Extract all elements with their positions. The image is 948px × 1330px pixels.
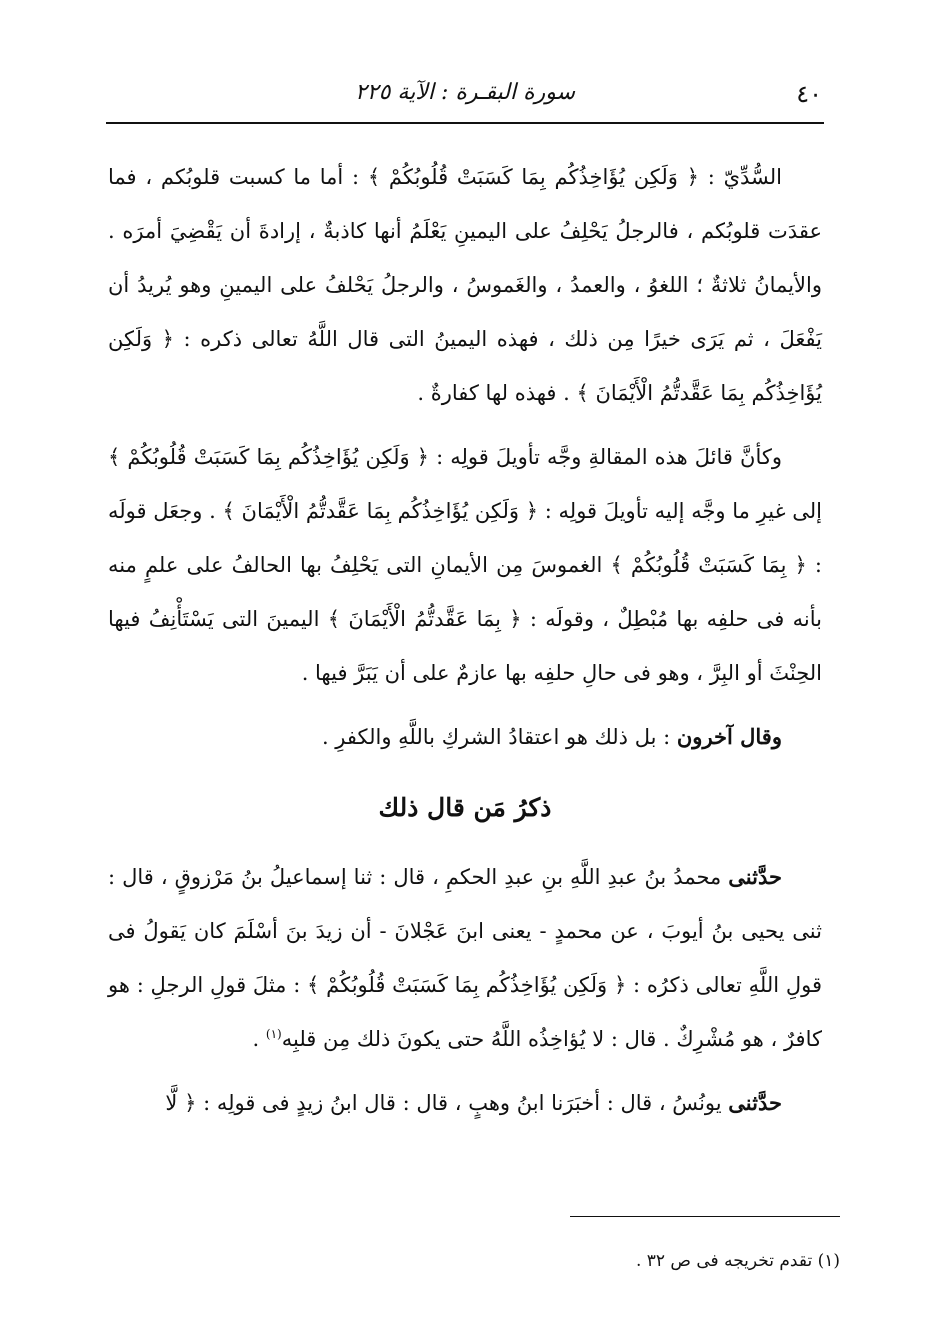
quran-quote: ﴿ وَلَكِن يُؤَاخِذُكُم بِمَا عَقَّدتُّمُ الْأَيْمَانَ ﴾ [108, 327, 822, 405]
narration-2 [108, 1076, 822, 1130]
section-heading: ذكرُ مَن قال ذلك [378, 793, 552, 822]
quran-quote: ﴿ وَلَكِن يُؤَاخِذُكُم بِمَا كَسَبَتْ قُلُوبُكُمْ ﴾ [108, 445, 429, 469]
text-run: السُّدِّيّ : [698, 165, 783, 189]
text-run: اليمينَ التى يَسْتَأْنِفُ فيها الحِنْثَ أو البِرَّ ، وهو فى حالِ حلفِه بها عازمٌ على أن يَبَرَّ فيها . [108, 607, 822, 685]
narration-1 [108, 850, 822, 1066]
header-rule [106, 122, 824, 124]
text-run: وكأنَّ قائلَ هذه المقالةِ وجَّه تأويلَ قولِه : [429, 445, 782, 469]
text-run: . فهذه لها كفارةٌ . [417, 381, 577, 405]
text-run: يونُسُ ، قال : أخبَرَنا ابنُ وهبٍ ، قال : قال ابنُ زيدٍ فى قولِه : [196, 1091, 729, 1115]
quran-quote: ﴿ وَلَكِن يُؤَاخِذُكُم بِمَا كَسَبَتْ قُلُوبُكُمْ ﴾ [367, 165, 699, 189]
text-run: الغموسَ مِن الأيمانِ التى يَحْلِفُ بها الحالفُ على علمٍ منه بأنه فى حلفِه بها مُبْطِلٌ ، وقولَه : [108, 553, 822, 631]
text-run: إلى غيرِ ما وجَّه إليه تأويلَ قولِه : [538, 499, 823, 523]
page-number: ٤٠ [796, 80, 822, 108]
quran-quote: ﴿ وَلَكِن يُؤَاخِذُكُم بِمَا عَقَّدتُّمُ الْأَيْمَانَ ﴾ [222, 499, 539, 523]
page-header [108, 80, 822, 120]
page-body [108, 150, 822, 1130]
footnote-reference[interactable]: (١) [265, 1027, 282, 1041]
narration-label: حدَّثنى [728, 864, 782, 889]
text-run: : أما ما كسبت قلوبُكم ، فما عقدَت قلوبُكم ، فالرجلُ يَحْلِفُ على اليمينِ يَعْلَمُ أنها كاذبةٌ ، إرادةَ أن يَقْضِيَ أمرَه . والأيمانُ ثلاثةٌ ؛ اللغوُ ، والعمدُ ، والغَموسُ ، والرجلُ يَحْلفُ على اليمينِ وهو يُريدُ أن يَفْعَلَ ، ثم يَرَى خيرًا مِن ذلك ، فهذه اليمينُ التى قال اللَّهُ تعالى ذكره : [108, 165, 822, 351]
text-run: محمدُ بنُ عبدِ اللَّهِ بنِ عبدِ الحكمِ ، قال : ثنا إسماعيلُ بنُ مَرْزوقٍ ، قال : ثنى يحيى بنُ أيوبَ ، عن محمدٍ - يعنى ابنَ عَجْلانَ - أن زيدَ بنَ أسْلَمَ كان يَقولُ فى قولِ اللَّهِ تعالى ذكرُه : [108, 865, 822, 997]
others-label: وقال آخرون [676, 724, 782, 749]
paragraph-2 [108, 430, 822, 700]
text-run: : مثلَ قولِ الرجلِ : هو كافرٌ ، هو مُشْرِكٌ . قال : لا يُؤاخِذُه اللَّهُ حتى يكونَ ذلك مِن قلبِه [108, 973, 822, 1051]
quran-quote: ﴿ بِمَا عَقَّدتُّمُ الْأَيْمَانَ ﴾ [327, 607, 522, 631]
quran-quote: ﴿ بِمَا كَسَبَتْ قُلُوبُكُمْ ﴾ [610, 553, 807, 577]
running-title: سورة البقـرة : الآية ٢٢٥ [354, 80, 576, 105]
paragraph-others [108, 710, 822, 764]
quran-quote: ﴿ وَلَكِن يُؤَاخِذُكُم بِمَا كَسَبَتْ قُلُوبُكُمْ ﴾ [307, 973, 627, 997]
narration-label: حدَّثنى [728, 1090, 782, 1115]
text-run: : بل ذلك هو اعتقادُ الشركِ باللَّهِ والكفرِ . [321, 725, 677, 749]
text-run: . وجعَل قولَه : [108, 499, 822, 577]
quran-quote: ﴿ لَّا [165, 1091, 197, 1115]
footnote-rule [570, 1216, 840, 1217]
paragraph-1 [108, 150, 822, 420]
text-run: . [252, 1027, 266, 1051]
footnote: (١) تقدم تخريجه فى ص ٣٢ . [635, 1251, 840, 1271]
